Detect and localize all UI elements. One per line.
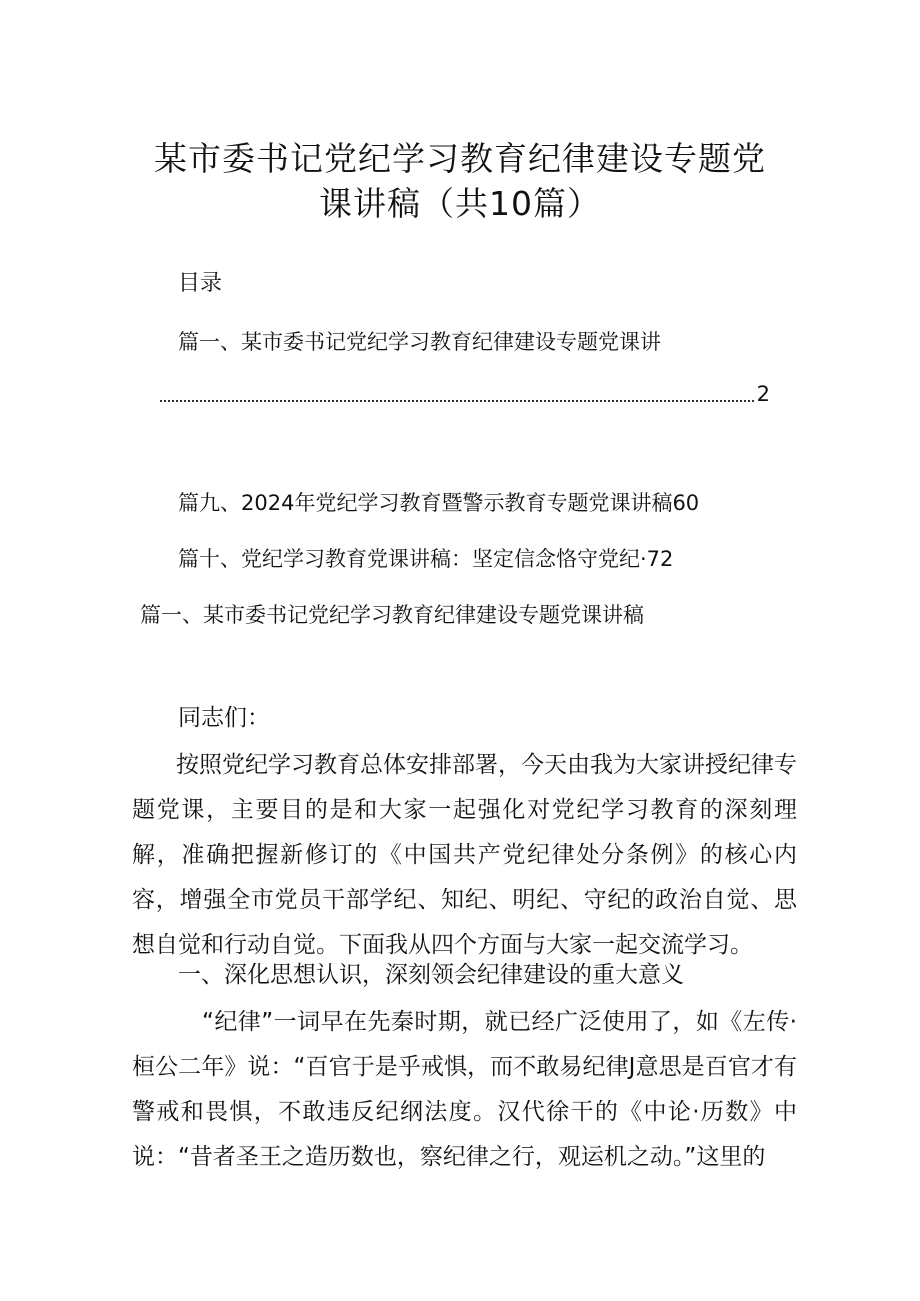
toc-heading: 目录	[178, 271, 223, 296]
salutation: 同志们：	[178, 705, 270, 731]
section-heading: 篇一、某市委书记党纪学习教育纪律建设专题党课讲稿	[140, 603, 644, 627]
toc-item-1-leader	[160, 378, 770, 410]
document-title-line-1: 某市委书记党纪学习教育纪律建设专题党	[154, 139, 766, 178]
body-paragraph-1: 按照党纪学习教育总体安排部署，今天由我为大家讲授纪律专题党课，主要目的是和大家一起强化对党纪学习教育的深刻理解，准确把握新修订的《中国共产党纪律处分条例》的核心内容，增强全市党员干部学纪、知纪、明纪、守纪的政治自觉、思想自觉和行动自觉。下面我从四个方面与大家一起交流学习。	[132, 752, 797, 958]
subheading-1: 一、深化思想认识，深刻领会纪律建设的重大意义	[178, 962, 684, 988]
document-title-line-2: 课讲稿（共10篇）	[319, 184, 601, 223]
body-paragraph-2: “纪律”一词早在先秦时期，就已经广泛使用了，如《左传·桓公二年》说：“百官于是乎戒惧，而不敢易纪律J意思是百官才有警戒和畏惧，不敢违反纪纲法度。汉代徐干的《中论·历数》中说：“昔者圣王之造历数也，察纪律之行，观运机之动。”这里的	[132, 1009, 797, 1170]
toc-item-10[interactable]: 篇十、党纪学习教育党课讲稿：坚定信念恪守党纪·72	[178, 547, 674, 571]
toc-item-9[interactable]: 篇九、2024年党纪学习教育暨警示教育专题党课讲稿60	[178, 491, 700, 515]
dot-leader	[160, 400, 754, 402]
toc-item-1[interactable]: 篇一、某市委书记党纪学习教育纪律建设专题党课讲	[178, 330, 661, 354]
toc-item-1-page-number: 2	[756, 382, 770, 406]
